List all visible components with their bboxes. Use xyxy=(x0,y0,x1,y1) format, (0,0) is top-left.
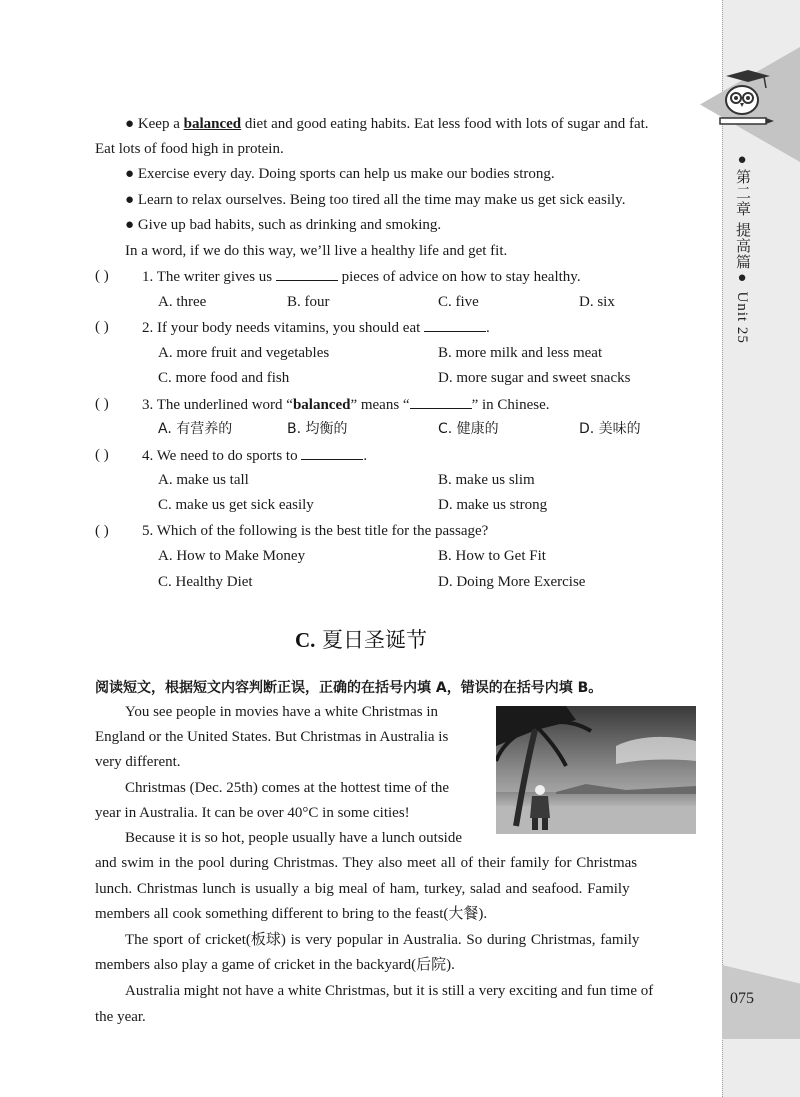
beach-santa-photo xyxy=(496,706,696,834)
q2-option-c: C. more food and fish xyxy=(158,370,290,386)
q4-option-c: C. make us get sick easily xyxy=(158,497,314,513)
tip-1-continued: Eat lots of food high in protein. xyxy=(95,141,284,157)
question-2 xyxy=(142,317,490,338)
margin-dotted-line xyxy=(722,0,723,1097)
q3-option-b: B. 均衡的 xyxy=(287,421,348,437)
q3-option-c: C. 健康的 xyxy=(438,421,499,437)
q1-option-a: A. three xyxy=(158,294,207,310)
q4-text-end: . xyxy=(363,448,368,464)
bullet: ● xyxy=(125,116,135,132)
q4-option-d: D. make us strong xyxy=(438,497,548,513)
answer-blank xyxy=(276,266,338,281)
underlined-word: balanced xyxy=(183,116,242,132)
q1-option-c: C. five xyxy=(438,294,479,310)
section-instruction: 阅读短文，根据短文内容判断正误，正确的在括号内填 A，错误的在括号内填 B。 xyxy=(95,680,603,696)
answer-blank xyxy=(301,445,363,460)
tip-4-text: Give up bad habits, such as drinking and smoking. xyxy=(137,217,442,233)
q4-text: 4. We need to do sports to xyxy=(142,448,302,464)
passage-line: very different. xyxy=(95,754,181,770)
answer-blank xyxy=(410,394,472,409)
q1-text: 1. The writer gives us xyxy=(142,269,276,285)
q1-option-d: D. six xyxy=(579,294,615,310)
question-1 xyxy=(142,266,581,287)
q2-option-d: D. more sugar and sweet snacks xyxy=(438,370,631,386)
passage-line: Christmas (Dec. 25th) comes at the hottest time of the xyxy=(125,780,450,796)
tip-1-text: Keep a xyxy=(137,116,184,132)
tip-2-text: Exercise every day. Doing sports can help us make our bodies strong. xyxy=(137,166,555,182)
answer-bracket-1[interactable]: ( ) xyxy=(95,268,109,284)
q5-option-a: A. How to Make Money xyxy=(158,548,306,564)
q2-option-b: B. more milk and less meat xyxy=(438,345,603,361)
bullet: ● xyxy=(125,217,135,233)
tip-3-text: Learn to relax ourselves. Being too tired all the time may make us get sick easily. xyxy=(137,192,626,208)
q2-text: 2. If your body needs vitamins, you should eat xyxy=(142,320,425,336)
question-4 xyxy=(142,445,367,466)
passage-line: the year. xyxy=(95,1009,146,1025)
tip-4 xyxy=(125,215,441,235)
passage-line: lunch. Christmas lunch is usually a big meal of ham, turkey, salad and seafood. Family xyxy=(95,881,630,897)
answer-bracket-3[interactable]: ( ) xyxy=(95,396,109,412)
tip-1-text-end: diet and good eating habits. Eat less food with lots of sugar and fat. xyxy=(241,116,649,132)
q3-text: 3. The underlined word “ xyxy=(142,397,293,413)
section-title-text: 夏日圣诞节 xyxy=(322,628,428,652)
bullet: ● xyxy=(125,192,135,208)
passage-line: You see people in movies have a white Christmas in xyxy=(125,704,439,720)
q2-option-a: A. more fruit and vegetables xyxy=(158,345,330,361)
answer-bracket-4[interactable]: ( ) xyxy=(95,447,109,463)
conclusion: In a word, if we do this way, we’ll live a healthy life and get fit. xyxy=(125,243,508,259)
question-3 xyxy=(142,394,550,415)
q3-text-end: ” in Chinese. xyxy=(471,397,550,413)
passage-line: The sport of cricket(板球) is very popular in Australia. So during Christmas, family xyxy=(125,932,640,948)
owl-pencil-icon xyxy=(712,70,774,134)
bullet: ● xyxy=(125,166,135,182)
q3-text-mid: ” means “ xyxy=(350,397,410,413)
q4-option-a: A. make us tall xyxy=(158,472,249,488)
q3-option-a: A. 有营养的 xyxy=(158,421,233,437)
section-letter: C. xyxy=(294,628,316,652)
passage-line: and swim in the pool during Christmas. They also meet all of their family for Christmas xyxy=(95,855,638,871)
passage-line: year in Australia. It can be over 40°C in some cities! xyxy=(95,805,410,821)
question-5: 5. Which of the following is the best title for the passage? xyxy=(142,523,489,539)
answer-bracket-5[interactable]: ( ) xyxy=(95,523,109,539)
tip-1 xyxy=(125,114,649,134)
answer-blank xyxy=(424,317,486,332)
tip-3 xyxy=(125,190,625,210)
answer-bracket-2[interactable]: ( ) xyxy=(95,319,109,335)
q2-text-end: . xyxy=(486,320,490,336)
passage-line: members all cook something different to bring to the feast(大餐). xyxy=(95,906,488,922)
q5-option-b: B. How to Get Fit xyxy=(438,548,546,564)
q1-text-end: pieces of advice on how to stay healthy. xyxy=(337,269,581,285)
passage-line: Because it is so hot, people usually have a lunch outside xyxy=(125,830,463,846)
quoted-word: balanced xyxy=(292,397,351,413)
page-number: 075 xyxy=(730,990,754,1007)
passage-line: members also play a game of cricket in the backyard(后院). xyxy=(95,957,455,973)
passage-line: Australia might not have a white Christmas, but it is still a very exciting and fun time of xyxy=(125,983,654,999)
q4-option-b: B. make us slim xyxy=(438,472,535,488)
section-title xyxy=(0,624,722,654)
q3-option-d: D. 美味的 xyxy=(579,421,641,437)
tip-2 xyxy=(125,164,555,184)
passage-line: England or the United States. But Christmas in Australia is xyxy=(95,729,449,745)
q1-option-b: B. four xyxy=(287,294,330,310)
q5-option-c: C. Healthy Diet xyxy=(158,574,253,590)
side-chapter-label: ●第二章 提高篇● Unit 25 xyxy=(734,152,750,344)
q5-option-d: D. Doing More Exercise xyxy=(438,574,586,590)
